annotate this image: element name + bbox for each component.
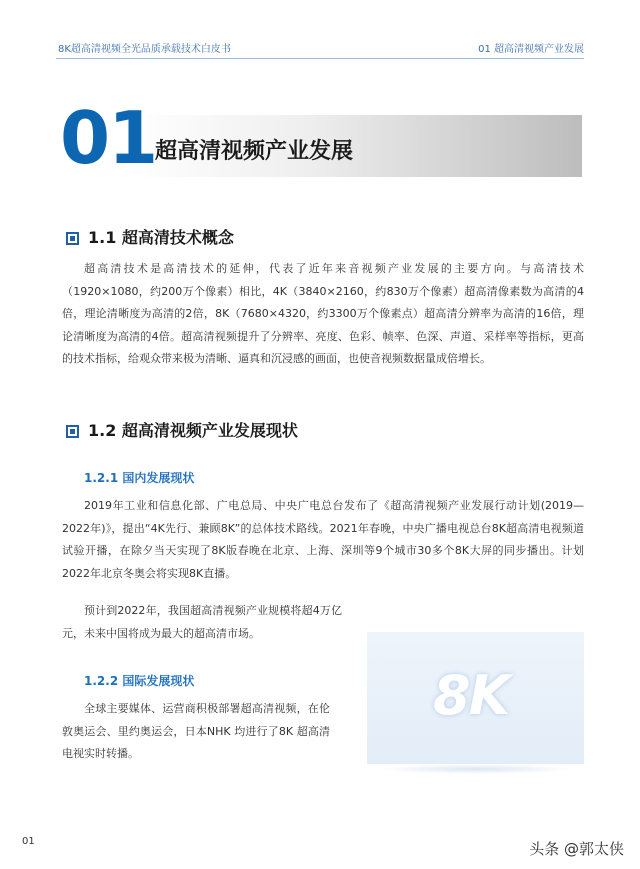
8k-illustration-label: 8K	[433, 664, 509, 727]
section-heading-text: 1.1 超高清技术概念	[88, 228, 234, 247]
subsection-1-2-1-paragraph-2: 预计到2022年，我国超高清视频产业规模将超4万亿元，未来中国将成为最大的超高清市场。	[62, 604, 342, 640]
header-divider	[56, 58, 584, 59]
section-heading-1-1	[66, 225, 234, 248]
header-doc-title: 8K超高清视频全光品质承载技术白皮书	[58, 44, 231, 55]
subsection-1-2-2-paragraph: 全球主要媒体、运营商积极部署超高清视频，在伦敦奥运会、里约奥运会，日本NHK 均进行了8K 超高清电视实时转播。	[62, 702, 330, 761]
header-chapter-label: 01 超高清视频产业发展	[478, 44, 584, 55]
square-bullet-icon	[66, 232, 79, 245]
subsection-1-2-1-paragraph-1: 2019年工业和信息化部、广电总局、中央广电总台发布了《超高清视频产业发展行动计划(2019—2022年)》，提出“4K先行、兼顾8K”的总体技术路线。2021年春晚，中央广播电视总台8K超高清电视频道试验开播，在除夕当天实现了8K版春晚在北京、上海、深圳等9个城市30多个8K大屏的同步播出。计划2022年北京冬奥会将实现8K直播。	[62, 499, 584, 580]
square-bullet-icon	[66, 425, 79, 438]
subsection-heading-1-2-1: 1.2.1 国内发展现状	[84, 471, 195, 485]
8k-illustration-shadow	[380, 764, 572, 774]
subsection-heading-1-2-2: 1.2.2 国际发展现状	[84, 674, 195, 688]
section-heading-text: 1.2 超高清视频产业发展现状	[88, 421, 298, 440]
chapter-number: 01	[60, 96, 157, 180]
section-1-1-paragraph: 超高清技术是高清技术的延伸，代表了近年来音视频产业发展的主要方向。与高清技术（1920×1080，约200万个像素）相比，4K（3840×2160，约830万个像素）超高清像素数为高清的4倍，理论清晰度为高清的2倍，8K（7680×4320，约3300万个像素点）超高清分辨率为高清的16倍，理论清晰度为高清的4倍。超高清视频提升了分辨率、亮度、色彩、帧率、色深、声道、采样率等指标，更高的技术指标，给观众带来极为清晰、逼真和沉浸感的画面，也使音视频数据量成倍增长。	[62, 262, 584, 366]
watermark: 头条 @郭太侠	[529, 840, 624, 858]
page-number: 01	[22, 836, 35, 847]
chapter-title: 超高清视频产业发展	[155, 139, 354, 164]
section-heading-1-2	[66, 418, 298, 441]
